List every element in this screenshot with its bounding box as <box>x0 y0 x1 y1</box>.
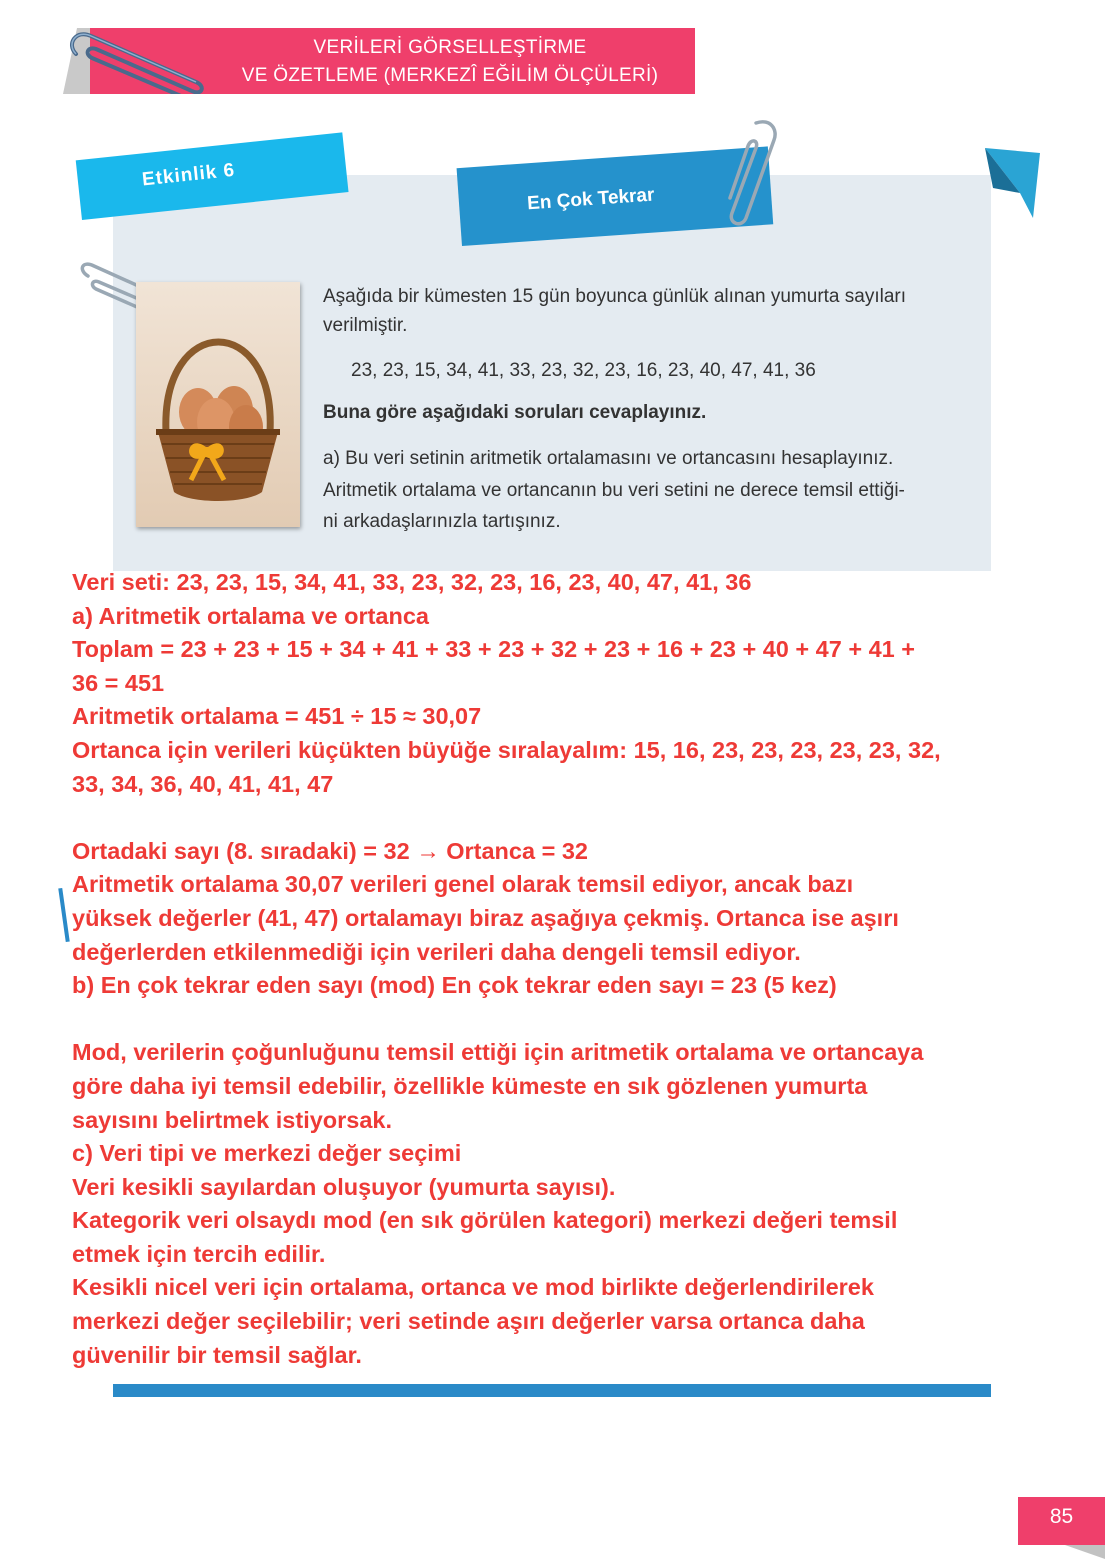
paperclip-icon <box>716 118 786 228</box>
answer-line <box>72 1003 1062 1037</box>
answer-line: göre daha iyi temsil edebilir, özellikle kümeste en sık gözlenen yumurta <box>72 1072 868 1099</box>
page-number-box <box>1018 1497 1105 1545</box>
answer-line: a) Aritmetik ortalama ve ortanca <box>72 602 429 629</box>
answer-line: sayısını belirtmek istiyorsak. <box>72 1106 393 1133</box>
answer-line: değerlerden etkilenmediği için verileri daha dengeli temsil ediyor. <box>72 938 801 965</box>
answer-line: Veri seti: 23, 23, 15, 34, 41, 33, 23, 32, 23, 16, 23, 40, 47, 41, 36 <box>72 569 752 595</box>
question-a-line2: Aritmetik ortalama ve ortancanın bu veri setini ne derece temsil ettiği- <box>323 480 905 501</box>
intro-line1: Aşağıda bir kümesten 15 gün boyunca günlük alınan yumurta sayıları <box>323 286 907 307</box>
answer-line: Ortanca için verileri küçükten büyüğe sıralayalım: 15, 16, 23, 23, 23, 23, 23, 32, <box>72 736 941 763</box>
answer-block <box>72 566 1062 1372</box>
answer-line: Veri kesikli sayılardan oluşuyor (yumurta sayısı). <box>72 1173 616 1200</box>
answer-line: b) En çok tekrar eden sayı (mod) En çok tekrar eden sayı = 23 (5 kez) <box>72 972 837 999</box>
paperclip-icon <box>66 24 206 94</box>
page-number: 85 <box>1049 1505 1074 1528</box>
answer-line: 36 = 451 <box>72 669 165 696</box>
answer-line: Mod, verilerin çoğunluğunu temsil ettiği için aritmetik ortalama ve ortancaya <box>72 1039 924 1066</box>
activity-label: Etkinlik 6 <box>141 159 237 191</box>
answer-line: Ortadaki sayı (8. sıradaki) = 32 → Ortanca = 32 <box>72 837 588 864</box>
chapter-title <box>215 34 685 90</box>
margin-mark <box>58 888 69 942</box>
question-a-line3: ni arkadaşlarınızla tartışınız. <box>323 511 561 532</box>
answer-line: Aritmetik ortalama = 451 ÷ 15 ≈ 30,07 <box>72 703 482 730</box>
page-corner-fold <box>1065 1545 1105 1559</box>
answer-line: Toplam = 23 + 23 + 15 + 34 + 41 + 33 + 23 + 32 + 23 + 16 + 23 + 40 + 47 + 41 + <box>72 636 915 663</box>
answer-line: Kategorik veri olsaydı mod (en sık görülen kategori) merkezi değeri temsil <box>72 1207 898 1234</box>
bottom-divider <box>113 1384 991 1397</box>
data-line: 23, 23, 15, 34, 41, 33, 23, 32, 23, 16, 23, 40, 47, 41, 36 <box>351 360 816 381</box>
answer-line: güvenilir bir temsil sağlar. <box>72 1341 362 1368</box>
question-a-line1: a) Bu veri setinin aritmetik ortalamasını ve ortancasını hesaplayınız. <box>323 448 894 469</box>
answer-line: 33, 34, 36, 40, 41, 41, 47 <box>72 770 334 797</box>
activity-title: En Çok Tekrar <box>526 184 656 215</box>
egg-basket-photo <box>136 282 300 527</box>
instruction: Buna göre aşağıdaki soruları cevaplayınız. <box>323 402 707 423</box>
answer-line <box>72 801 1062 835</box>
answer-line: c) Veri tipi ve merkezi değer seçimi <box>72 1140 462 1167</box>
chapter-title-line1: VERİLERİ GÖRSELLEŞTİRME <box>313 37 587 58</box>
corner-fold <box>985 148 1040 218</box>
answer-line: merkezi değer seçilebilir; veri setinde aşırı değerler varsa ortanca daha <box>72 1308 865 1335</box>
answer-line: etmek için tercih edilir. <box>72 1240 326 1267</box>
chapter-title-line2: VE ÖZETLEME (MERKEZÎ EĞİLİM ÖLÇÜLERİ) <box>241 65 659 86</box>
intro-line2: verilmiştir. <box>323 315 408 336</box>
answer-line: yüksek değerler (41, 47) ortalamayı biraz aşağıya çekmiş. Ortanca ise aşırı <box>72 904 899 931</box>
answer-line: Kesikli nicel veri için ortalama, ortanca ve mod birlikte değerlendirilerek <box>72 1274 874 1301</box>
answer-line: Aritmetik ortalama 30,07 verileri genel olarak temsil ediyor, ancak bazı <box>72 871 854 898</box>
